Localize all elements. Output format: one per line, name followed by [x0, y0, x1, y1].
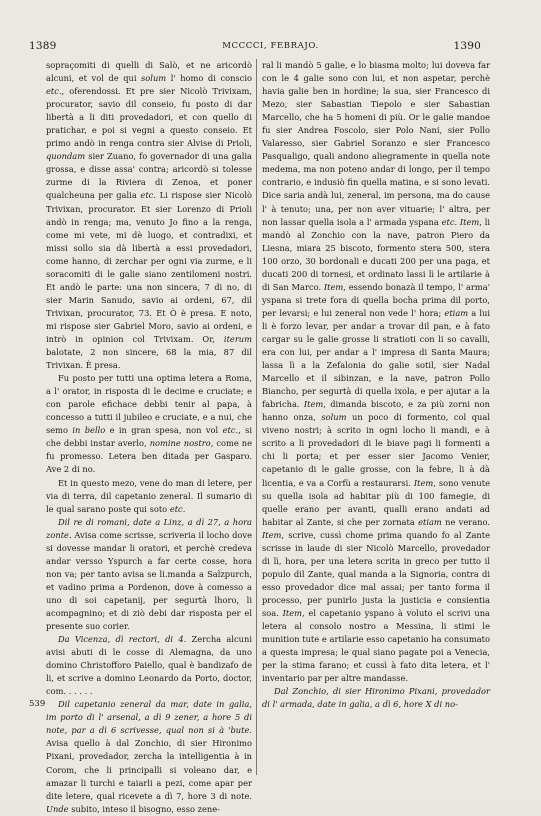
text-run: e in gran spesa, non vol — [105, 425, 223, 436]
text-run: Fu posto per tutti una optima letera a Roma, a l' orator, in risposta di le decime e cruciate; e con parole efichace debbi tenir al papa, à concesso a tutti il jubileo e cruciate, e a nui, che semo — [46, 373, 252, 436]
margin-number: 539 — [29, 699, 46, 709]
italic-text: Item — [303, 399, 324, 410]
paragraph — [46, 477, 252, 516]
page-number-left: 1389 — [29, 40, 57, 52]
italic-text: Dil capetanio zeneral da mar, date in galia, im porto di l' arsenal, a dì 9 zener, a hore 5 di note, par a dì 6 scrivesse, qual non si à 'bute. — [46, 699, 252, 736]
italic-text: etiam — [444, 307, 469, 318]
text-run: sopraçomiti di quelli di Salò, et ne aricordò alcuni, et vol de qui — [46, 60, 252, 84]
italic-text: nomine nostro — [149, 438, 211, 449]
text-run: un poco di formento, col qual viveno nostri; à scrito in ogni locho li mandi, e à scrito a li provedadori di le biave pagi li formenti a chi li porta; et per esser sier Jacomo Venier, capetanio di le galie grosse, con la febre, li à dà licentia, e va a Corfù a restaurarsi. — [262, 412, 490, 488]
text-run: , sono venute su quella isola ad habitar più di 100 famegie, di quelle erano per avanti, qualli erano andati ad habitar al Zante, si che per zornata — [262, 477, 490, 527]
italic-text: etc. — [46, 86, 62, 97]
text-run: , el capetanio yspano à voluto el scrivi una letera al consolo nostro a Messina, li stimi le munition tute e artilarie esso capetanio ha consumato a questa impresa; le qual siano pagate poi a Venecia, per la stima farano; et cussì à fato dita letera, et l' inventario par per altre mandasse. — [262, 607, 490, 684]
italic-text: quondam — [46, 151, 86, 162]
page-header — [0, 40, 541, 56]
left-text-column — [46, 59, 252, 814]
text-run: subito, inteso il bisogno, esso zene- — [68, 803, 220, 814]
italic-text: in bello — [72, 425, 106, 436]
italic-text: iterum — [223, 333, 252, 344]
italic-text: Unde — [46, 803, 69, 814]
italic-text: solum — [321, 412, 347, 423]
paragraph — [46, 633, 252, 698]
text-run: sier Zuano, fo governador di una galia grossa, e disse assa' contra; aricordò si tolesse zurme di la Riviera di Zenoa, et poner qualcheuna per galia — [46, 151, 252, 201]
text-run: ne verano. — [441, 516, 490, 527]
italic-text: etc. — [140, 190, 156, 201]
italic-text: etc. — [169, 503, 186, 514]
italic-text: Item — [323, 281, 344, 292]
text-run: Li rispose sier Nicolò Trivixan, procurator. Et sier Lorenzo di Prioli andò in renga; ma, venuto Jo fino a la renga, come mi vete, mi dè luogo, et contradixi, et missi sollo sia dà libertà a essi provedadori, come hanno, di zerchar per ogni via zurme, e li soracomiti di le galie siano zentilomeni nostri. Et andò le parte: una non sincera, 7 di no, di sier Marin Sanudo, savio ai ordeni, 67, dil Trivixan, procurator, 73. Et Ò è presa. E noto, mi rispose sier Gabriel Moro, savio ai ordeni, e intrò in opinion col Trivixam. Or, — [46, 190, 252, 344]
text-run: , dimanda biscoto, e za più zorni non hanno onza, — [262, 399, 490, 423]
italic-text: Item — [262, 529, 282, 540]
text-run: , si che debbi instar averlo, — [46, 425, 252, 449]
paragraph — [262, 685, 490, 711]
italic-text: Dil re di romani, date a Linz, a dì 27, a hora zonte. — [46, 516, 252, 540]
paragraph — [46, 59, 252, 372]
right-text-column — [262, 59, 490, 779]
text-run: Et in questo mezo, vene do man di letere, per via di terra, dil capetanio zeneral. Il sumario di le qual sarano poste qui soto — [46, 477, 252, 514]
text-run: Zercha alcuni avisi abuti di le cosse di Alemagna, da uno domino Christofforo Paiello, qual è bandizafo de li, et scrive a domino Leonardo da Porto, doctor, com. . . . . . — [46, 634, 252, 697]
italic-text: Item — [413, 477, 434, 488]
page-number-right: 1390 — [453, 40, 481, 52]
text-run: a lui li è forzo levar, per andar a trovar dil pan, e à fato cargar su le galie grosse li stratioti con li so cavalli, era con lui, per andar a l' impresa di Santa Maura; lassa lì a la Zefalonia do galie sotil, sier Nadal Marcello et il sibinzan, e la nave, patron Pollo Biancho, per segurtà di quella ixola, e per ajutar a la fabricha. — [262, 307, 491, 410]
text-run: , oferendossi. Et pre sier Nicolò Trivixam, procurator, savio dil conseio, fu posto di dar libertà a li diti provedadori, et con quello di pratichar, e poi si vegni a questo conseio. Et primo andò in renga contra sier Alvise di Prioli, — [46, 86, 252, 149]
paragraph — [46, 516, 252, 633]
italic-text: Dal Zonchio, di sier Hironimo Pixani, provedador di l' armada, date in galia, a dì 6, hore X di no- — [262, 686, 490, 710]
italic-text: Item — [282, 607, 302, 618]
text-run: , scrive, cussì chome prima quando fo al Zante scrisse in laude di sier Nicolò Marcello, provedador di lì, hora, per una letera scrita in greco per tutto il populo dil Zante, qual manda a la Signoria, contra di esso provedador dice mal assai; per tanto forma il processo, per punirlo justa la justicia e consientia soa. — [262, 529, 490, 618]
italic-text: etc. — [222, 425, 239, 436]
text-run: , essendo bonazà il tempo, l' arma' yspana si trete fora di quella bocha prima dil porto, per levarsi; e lui zeneral non vede l' hora; — [262, 281, 490, 318]
text-run: Avisa quello à dal Zonchio, di sier Hironimo Pixani, provedador, zercha la intelligentia à in Corom, che li principalli si voleano dar, e amazar li turchi e taiarli a pezi, come apar per dite letere, qual ricevete a dì 7, hore 3 di note. — [46, 738, 252, 801]
paragraph — [262, 59, 490, 685]
text-run: Avisa come scrisse, scriveria il locho dove si dovesse mandar li oratori, et perchè credeva andar versso Yspurch a far certe cosse, hora non va; per tanto avisa se li.manda a Salzpurch, et vadino prima a Pordenon, dove à comesso a uno di soi capetanij, per segurtà lhoro, li acompagnino; et di ziò debi dar risposta per el presente suo corier. — [46, 529, 252, 632]
text-run: l' homo di conscio — [166, 73, 252, 84]
italic-text: Da Vicenza, dì rectori, di 4. — [58, 634, 187, 645]
text-run: ral li mandò 5 galie, e lo biasma molto; lui doveva far con le 4 galie sono con lui, et non aspetar, perchè havia galie ben in hordine; la sua, sier Francesco di Mezo, sier Sabastian Tiepolo e sier Sabastian Marcello, che ha 5 homeni di più. Or le galie mandoe fu sier Andrea Foscolo, sier Polo Nani, sier Pollo Valaresso, sier Gabriel Soranzo e sier Francesco Pasqualigo, quali andono aliegramente in quella note medema, ma non poteno andar di longo, per il tempo contrario, e indusiò fin quella matina, e si sono levati. Dice saria andà lui, zeneral, im persona, ma do cause l' à tenuto; una, per non aver vituarie; l' altra, per non lassar quella isola a l' armada yspana — [262, 60, 490, 227]
text-run: balotate, 2 non sincere, 68 la mia, 87 dil Trivixan. È presa. — [46, 347, 252, 371]
italic-text: etiam — [418, 516, 442, 527]
column-divider — [256, 59, 257, 775]
italic-text: solum — [141, 73, 167, 84]
text-run: , come ne fu promesso. Letera ben ditada per Gasparo. Ave 2 di no. — [46, 438, 252, 475]
italic-text: etc. Item — [441, 216, 480, 227]
text-run: , li mandò al Zonchio con la nave, patron Piero da Liesna, miara 25 biscoto, formento stera 500, stera 100 orzo, 30 bordonali e ducati 200 per una paga, et ducati 200 di tornesi, et ordinato lassi lì le artilarie à di San Marco. — [262, 216, 490, 292]
paragraph — [46, 698, 252, 815]
running-title: MCCCCI, FEBRAJO. — [222, 41, 319, 51]
paragraph — [46, 372, 252, 476]
